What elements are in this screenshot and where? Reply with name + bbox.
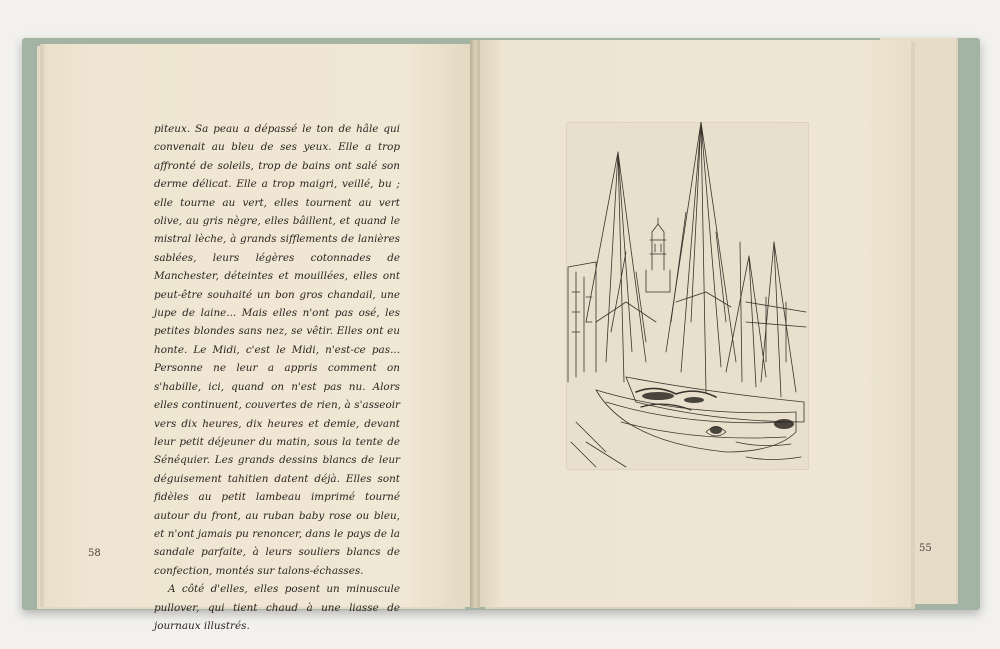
paragraph-2: A côté d'elles, elles posent un minuscule pullover, qui tient chaud à une liasse de journaux illustrés.	[154, 583, 400, 632]
page-number-right: 55	[919, 543, 932, 554]
harbor-sailboats-etching	[566, 122, 809, 470]
paragraph-1: piteux. Sa peau a dépassé le ton de hâle qui convenait au bleu de ses yeux. Elle a trop affronté de soleils, trop de bains ont salé son derme délicat. Elle a trop maigri, veillé, bu ; elle tourne au vert, elles tournent au vert olive, au gris nègre, elles bâillent, et quand le mistral lèche, à grands sifflements de lanières sablées, leurs légères cotonnades de Manchester, déteintes et mouillées, elles ont peut-être souhaité un bon gros chandail, une jupe de laine... Mais elles n'ont pas osé, les petites blondes sans nez, se vêtir. Elles ont eu honte. Le Midi, c'est le Midi, n'est-ce pas... Personne ne leur a appris comment on s'habille, ici, quand on n'est pas nu. Alors elles continuent, couvertes de rien, à s'asseoir vers dix heures, dix heures et demie, devant leur petit déjeuner du matin, sous la tente de Sénéquier. Les grands dessins blancs de leur déguisement tahitien datent déjà. Elles sont fidèles au petit lambeau imprimé tourné autour du front, au ruban baby rose ou bleu, et n'ont jamais pu renoncer, dans le pays de la sandale parfaite, à leurs souliers blancs de confection, montés sur talons-échasses.	[154, 123, 400, 577]
page-number-left: 58	[88, 548, 101, 559]
book-gutter	[470, 40, 480, 608]
etching-plate	[566, 122, 809, 470]
left-page-text	[154, 120, 400, 635]
